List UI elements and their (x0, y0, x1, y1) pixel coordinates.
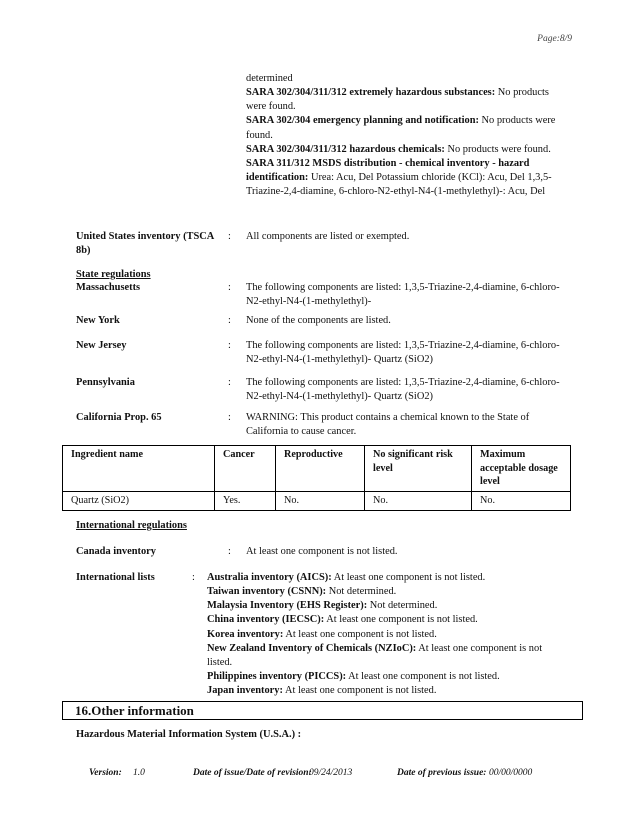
state-label-massachusetts: Massachusetts (76, 282, 141, 293)
table-cell: No. (365, 492, 472, 511)
tsca-value: All components are listed or exempted. (246, 231, 410, 242)
section-16-heading: 16.Other information (62, 701, 583, 720)
state-colon: : (228, 315, 231, 326)
international-lists (207, 571, 569, 698)
state-label-pennsylvania: Pennsylvania (76, 377, 135, 388)
table-row (63, 492, 571, 511)
table-cell: No. (472, 492, 571, 511)
sara-emergency-planning: SARA 302/304 emergency planning and notification: No products were found. (246, 115, 556, 141)
table-header-cell: No significant risk level (365, 446, 472, 492)
table-cell: Quartz (SiO2) (63, 492, 215, 511)
list-item: New Zealand Inventory of Chemicals (NZIoC): At least one component is not listed. (207, 642, 543, 668)
table-header-cell: Maximum acceptable dosage level (472, 446, 571, 492)
footer-previous-issue-label: Date of previous issue: (397, 768, 487, 778)
table-cell: No. (276, 492, 365, 511)
state-regulations-heading: State regulations (76, 269, 151, 280)
sara-line-determined: determined (246, 73, 293, 84)
tsca-colon: : (228, 231, 231, 242)
state-colon: : (228, 412, 231, 423)
table-header-row (63, 446, 571, 492)
state-value-pennsylvania: The following components are listed: 1,3,5-Triazine-2,4-diamine, 6-chloro-N2-ethyl-N4-(1-methylethyl)- Quartz (SiO2) (246, 377, 560, 403)
list-item: China inventory (IECSC): At least one component is not listed. (207, 614, 478, 626)
footer-previous-issue-value: 00/00/0000 (489, 768, 533, 778)
canada-inventory-colon: : (228, 546, 231, 557)
sara-extremely-hazardous: SARA 302/304/311/312 extremely hazardous substances: No products were found. (246, 87, 549, 113)
list-item: Australia inventory (AICS): At least one component is not listed. (207, 572, 486, 583)
sara-block (246, 72, 568, 199)
page-number: Page:8/9 (537, 34, 572, 44)
state-value-massachusetts: The following components are listed: 1,3,5-Triazine-2,4-diamine, 6-chloro-N2-ethyl-N4-(1-methylethyl)- (246, 282, 560, 308)
state-colon: : (228, 377, 231, 388)
footer-issue-value: 09/24/2013 (309, 768, 353, 778)
state-value-california: WARNING: This product contains a chemical known to the State of California to cause cancer. (246, 412, 530, 438)
state-value-new-jersey: The following components are listed: 1,3,5-Triazine-2,4-diamine, 6-chloro-N2-ethyl-N4-(1-methylethyl)- Quartz (SiO2) (246, 340, 560, 366)
list-item: Taiwan inventory (CSNN): Not determined. (207, 586, 397, 598)
hmis-heading: Hazardous Material Information System (U.S.A.) : (76, 729, 302, 740)
sara-hazardous-chemicals: SARA 302/304/311/312 hazardous chemicals: No products were found. (246, 143, 551, 155)
list-item: Philippines inventory (PICCS): At least one component is not listed. (207, 670, 500, 682)
state-value-new-york: None of the components are listed. (246, 315, 391, 326)
table-header-cell: Reproductive (276, 446, 365, 492)
footer-version-value: 1.0 (133, 768, 145, 778)
tsca-label: United States inventory (TSCA 8b) (76, 231, 214, 257)
state-colon: : (228, 340, 231, 351)
canada-inventory-label: Canada inventory (76, 546, 156, 557)
state-label-california: California Prop. 65 (76, 412, 162, 423)
international-lists-label: International lists (76, 572, 155, 583)
list-item: Japan inventory: At least one component is not listed. (207, 685, 437, 697)
state-label-new-york: New York (76, 315, 120, 326)
prop65-table (62, 445, 571, 511)
footer-issue-label: Date of issue/Date of revision: (193, 768, 312, 778)
state-label-new-jersey: New Jersey (76, 340, 127, 351)
list-item: Malaysia Inventory (EHS Register): Not determined. (207, 600, 438, 612)
sara-msds-distribution: SARA 311/312 MSDS distribution - chemical inventory - hazard identification: Urea: Acu, Del Potassium chloride (KCl): Acu, Del 1,3,5-Triazine-2,4-diamine, 6-chloro-N2-ethyl-N4-(1-methylethyl)-: Acu, Del (246, 157, 552, 198)
canada-inventory-value: At least one component is not listed. (246, 546, 398, 557)
list-item: Korea inventory: At least one component is not listed. (207, 628, 437, 640)
table-header-cell: Ingredient name (63, 446, 215, 492)
table-cell: Yes. (215, 492, 276, 511)
state-colon: : (228, 282, 231, 293)
international-regulations-heading: International regulations (76, 520, 187, 531)
international-lists-colon: : (192, 572, 195, 583)
footer-version-label: Version: (89, 768, 122, 778)
table-header-cell: Cancer (215, 446, 276, 492)
